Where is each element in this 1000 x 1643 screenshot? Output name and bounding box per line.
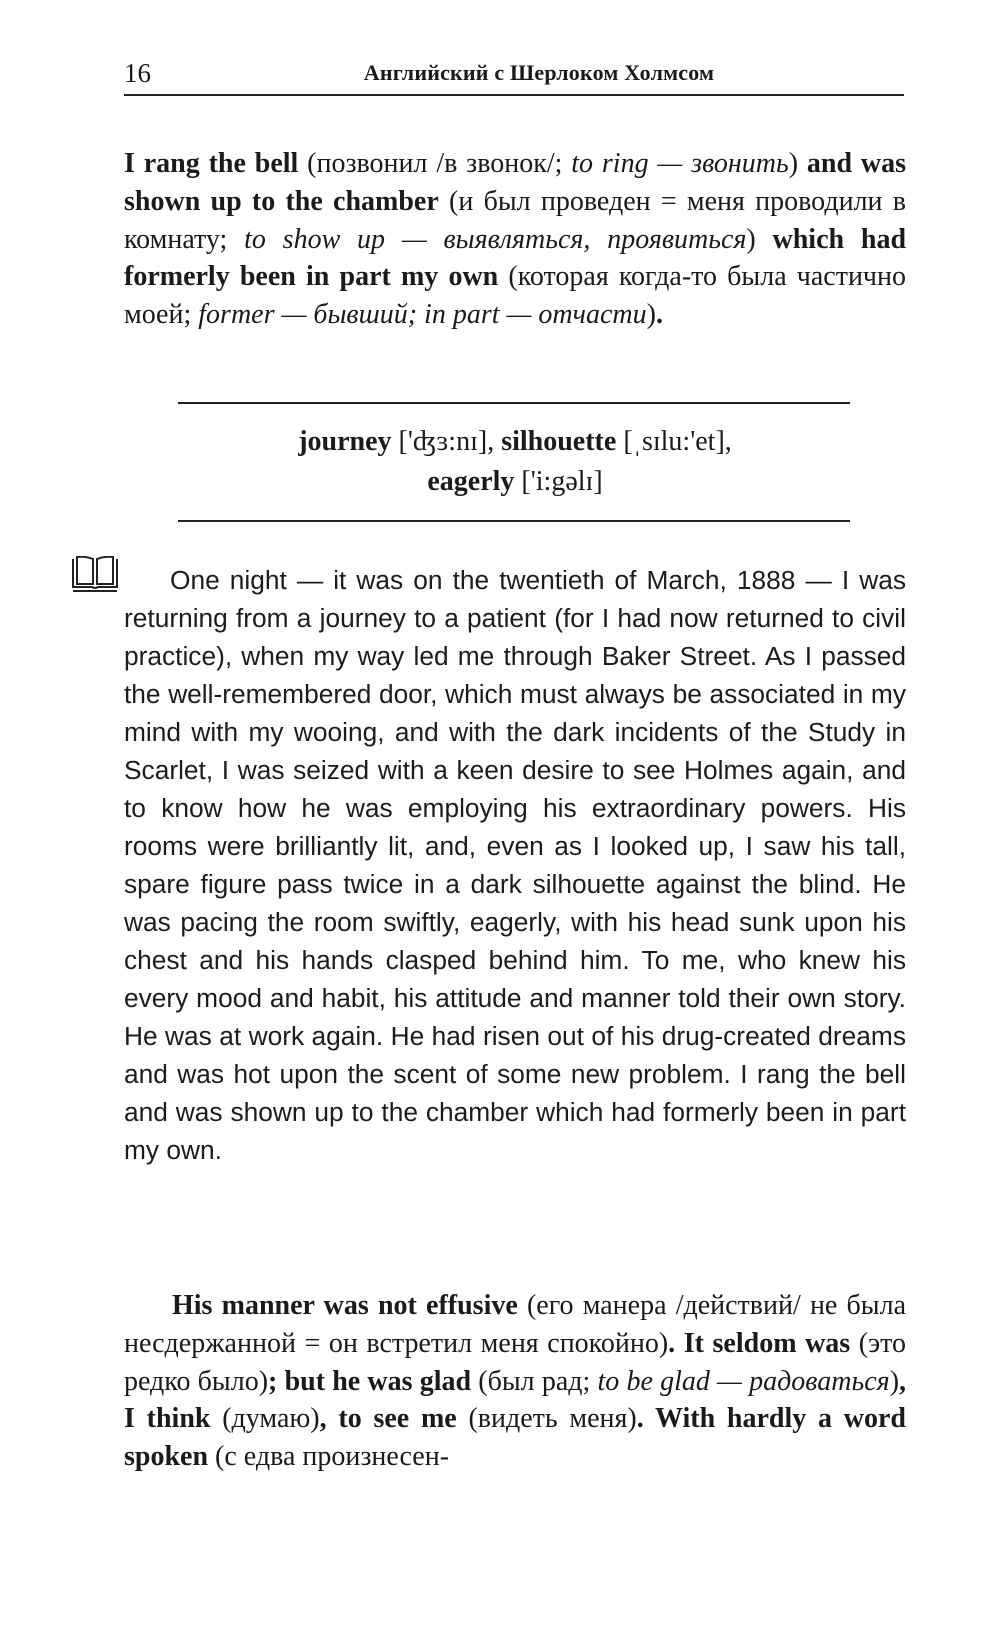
pron-word: journey <box>298 426 392 457</box>
pron-transcription: [ˌsɪlu:'et], <box>616 426 732 457</box>
annotation-gloss: (позвонил /в звонок/; <box>298 148 572 179</box>
annotation-phrase: . It seldom was <box>668 1327 851 1359</box>
divider-bottom <box>178 520 850 522</box>
pron-transcription: ['ʤɜ:nɪ], <box>391 426 502 457</box>
annotation-phrase: , to see me <box>319 1403 457 1435</box>
annotation-phrase: . <box>655 299 663 331</box>
pronunciation-box <box>124 422 906 502</box>
page-number: 16 <box>124 58 151 88</box>
running-title: Английский с Шерлоком Холмсом <box>363 60 715 85</box>
annotation-phrase: , I think <box>124 1365 907 1435</box>
annotation-gloss: (видеть меня) <box>456 1403 637 1435</box>
page-header <box>124 58 904 96</box>
divider-top <box>178 402 850 404</box>
annotation-gloss: ) <box>889 1365 900 1397</box>
annotation-phrase: I rang the bell <box>124 148 299 179</box>
annotation-gloss: ) <box>788 148 807 179</box>
annotation-phrase: . With hardly a word spoken <box>124 1403 906 1473</box>
annotation-gloss: ) <box>646 299 656 331</box>
annotation-phrase: ; but he was glad <box>268 1365 472 1397</box>
pron-transcription: ['i:gəlɪ] <box>514 466 603 497</box>
annotation-gloss-italic: to show up — выявляться, проявиться <box>244 223 747 255</box>
annotation-gloss: (это редко было) <box>124 1327 906 1397</box>
annotation-gloss-italic: former — бывший; in part — отчасти <box>198 299 647 331</box>
annotation-gloss: ) <box>746 223 773 255</box>
open-book-icon <box>70 556 120 594</box>
annotation-gloss: (и был проведен = меня проводили в комнату; <box>124 185 906 255</box>
annotation-gloss-italic: to be glad — радоваться <box>597 1365 890 1397</box>
annotation-paragraph-1 <box>124 145 906 334</box>
annotation-phrase: His manner was not effusive <box>172 1290 518 1321</box>
pron-word: silhouette <box>501 426 617 457</box>
pron-word: eagerly <box>427 466 515 497</box>
annotation-gloss-italic: to ring — звонить <box>571 148 789 179</box>
annotation-gloss: (с едва произнесен- <box>208 1441 450 1473</box>
reading-text: One night — it was on the twentieth of March, 1888 — I was returning from a journey to a patient (for I had now returned to civil practice), when my way led me through Baker Street. As I passed the well-remembered door, which must always be associated in my mind with my wooing, and with the dark incidents of the Study in Scarlet, I was seized with a keen desire to see Holmes again, and to know how he was employing his extraordinary powers. His rooms were brilliantly lit, and, even as I looked up, I saw his tall, spare figure pass twice in a dark silhouette against the blind. He was pacing the room swiftly, eagerly, with his head sunk upon his chest and his hands clasped behind him. To me, who knew his every mood and habit, his attitude and manner told their own story. He was at work again. He had risen out of his drug-created dreams and was hot upon the scent of some new problem. I rang the bell and was shown up to the chamber which had formerly been in part my own. <box>124 565 906 1165</box>
annotation-phrase: and was shown up to the chamber <box>124 148 906 217</box>
annotation-gloss: (думаю) <box>210 1403 320 1435</box>
annotation-gloss: (был рад; <box>471 1365 598 1397</box>
annotation-paragraph-2 <box>124 1287 906 1476</box>
annotation-phrase: which had formerly been in part my own <box>124 223 907 293</box>
annotation-gloss: (его манера /действий/ не была несдержанной = он встретил меня спокойно) <box>124 1290 907 1359</box>
annotation-gloss: (которая когда-то была частично моей; <box>124 261 906 331</box>
